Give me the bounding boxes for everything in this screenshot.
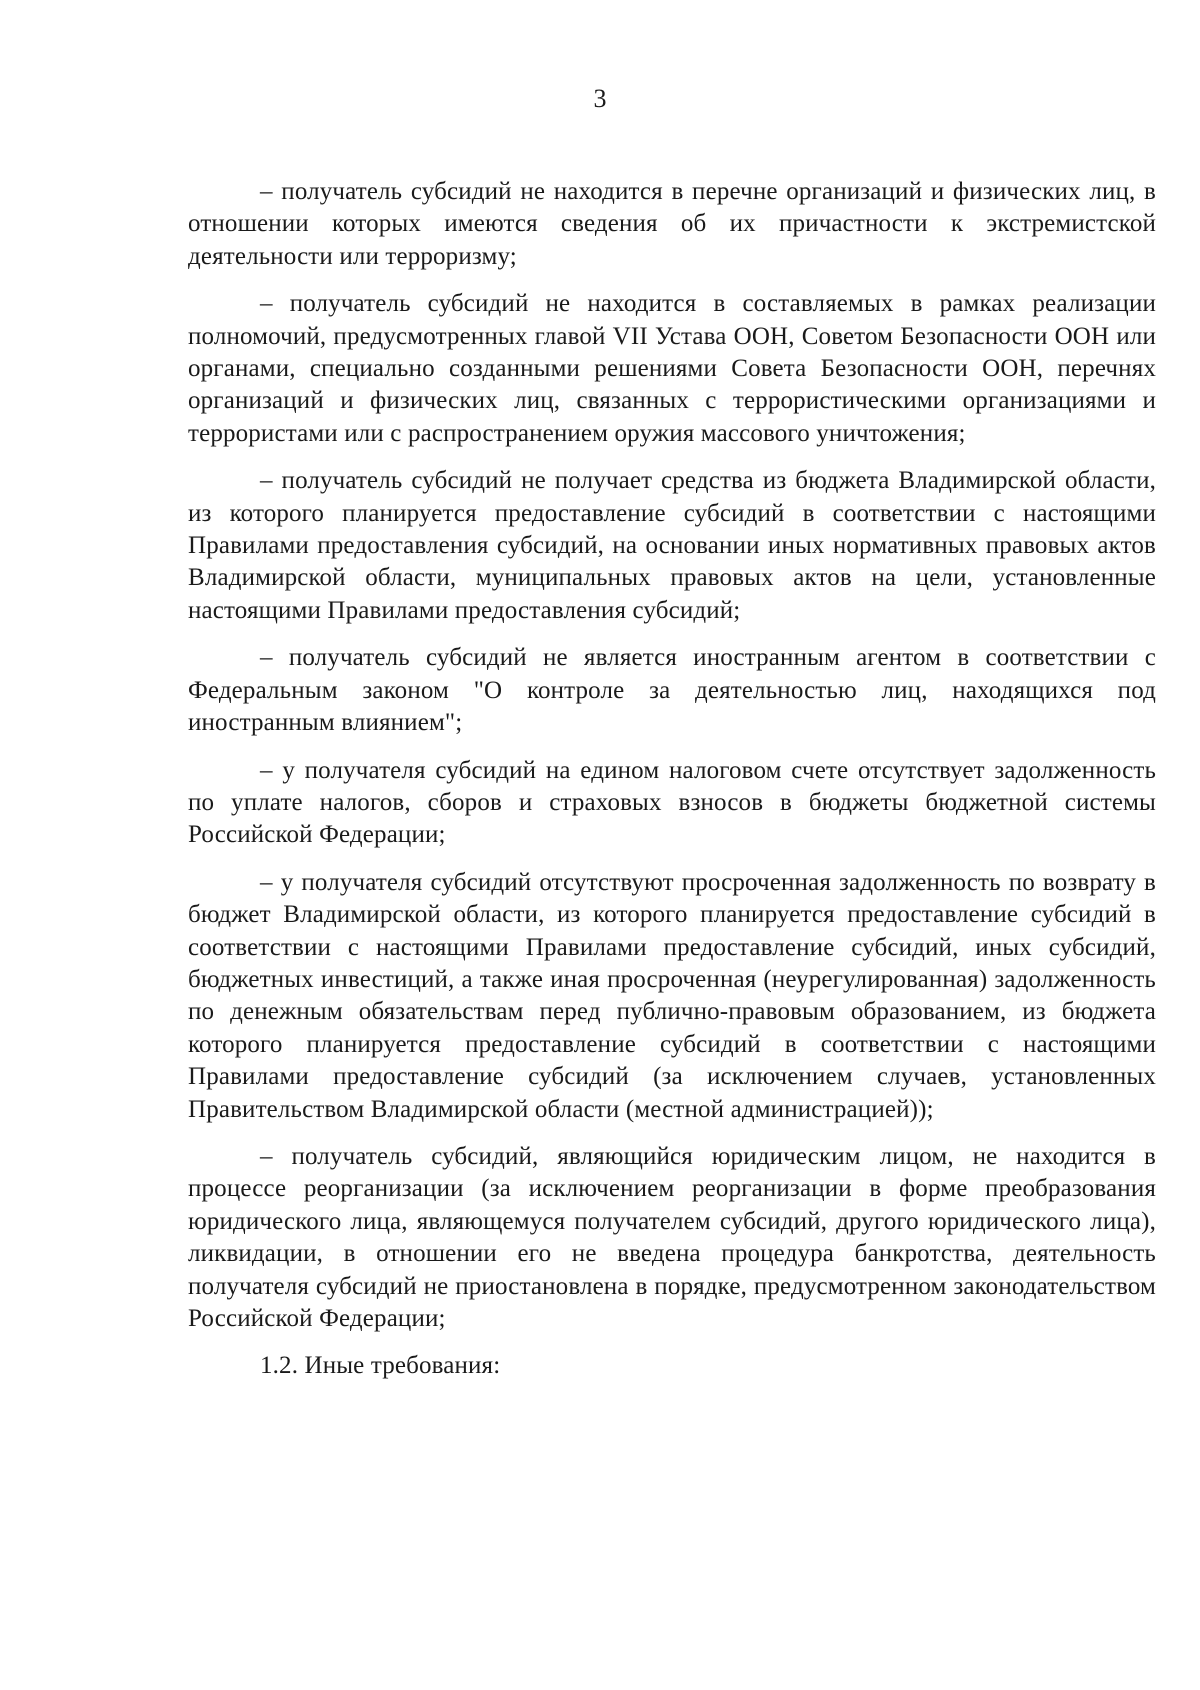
requirement-paragraph: – получатель субсидий, являющийся юридическим лицом, не находится в процессе реорганизации (за исключением реорганизации в форме преобразования юридического лица, являющемуся получателем субсидий, другого юридического лица), ликвидации, в отношении его не введена процедура банкротства, деятельность получателя субсидий не приостановлена в порядке, предусмотренном законодательством Российской Федерации; xyxy=(188,1142,1156,1332)
section-subheading: 1.2. Иные требования: xyxy=(260,1352,501,1380)
requirement-paragraph: – получатель субсидий не находится в составляемых в рамках реализации полномочий, предусмотренных главой VII Устава ООН, Советом Безопасности ООН или органами, специально созданными решениями Совета Безопасности ООН, перечнях организаций и физических лиц, связанных с террористическими организациями и террористами или с распространением оружия массового уничтожения; xyxy=(188,290,1156,447)
document-body xyxy=(188,176,1156,1398)
requirement-paragraph: – получатель субсидий не получает средства из бюджета Владимирской области, из которого планируется предоставление субсидий в соответствии с настоящими Правилами предоставления субсидий, на основании иных нормативных правовых актов Владимирской области, муниципальных правовых актов на цели, установленные настоящими Правилами предоставления субсидий; xyxy=(188,467,1156,624)
requirement-paragraph: – у получателя субсидий на едином налоговом счете отсутствует задолженность по уплате налогов, сборов и страховых взносов в бюджеты бюджетной системы Российской Федерации; xyxy=(188,756,1156,849)
requirement-paragraph: – получатель субсидий не находится в перечне организаций и физических лиц, в отношении которых имеются сведения об их причастности к экстремистской деятельности или терроризму; xyxy=(188,178,1156,270)
page-number: 3 xyxy=(593,84,607,113)
requirement-paragraph: – получатель субсидий не является иностранным агентом в соответствии с Федеральным законом "О контроле за деятельностью лиц, находящихся под иностранным влиянием"; xyxy=(188,644,1156,737)
requirement-paragraph: – у получателя субсидий отсутствуют просроченная задолженность по возврату в бюджет Владимирской области, из которого планируется предоставление субсидий в соответствии с настоящими Правилами предоставление субсидий, иных субсидий, бюджетных инвестиций, а также иная просроченная (неурегулированная) задолженность по денежным обязательствам перед публично-правовым образованием, из бюджета которого планируется предоставление субсидий в соответствии с настоящими Правилами предоставление субсидий (за исключением случаев, установленных Правительством Владимирской области (местной администрацией)); xyxy=(188,868,1156,1123)
